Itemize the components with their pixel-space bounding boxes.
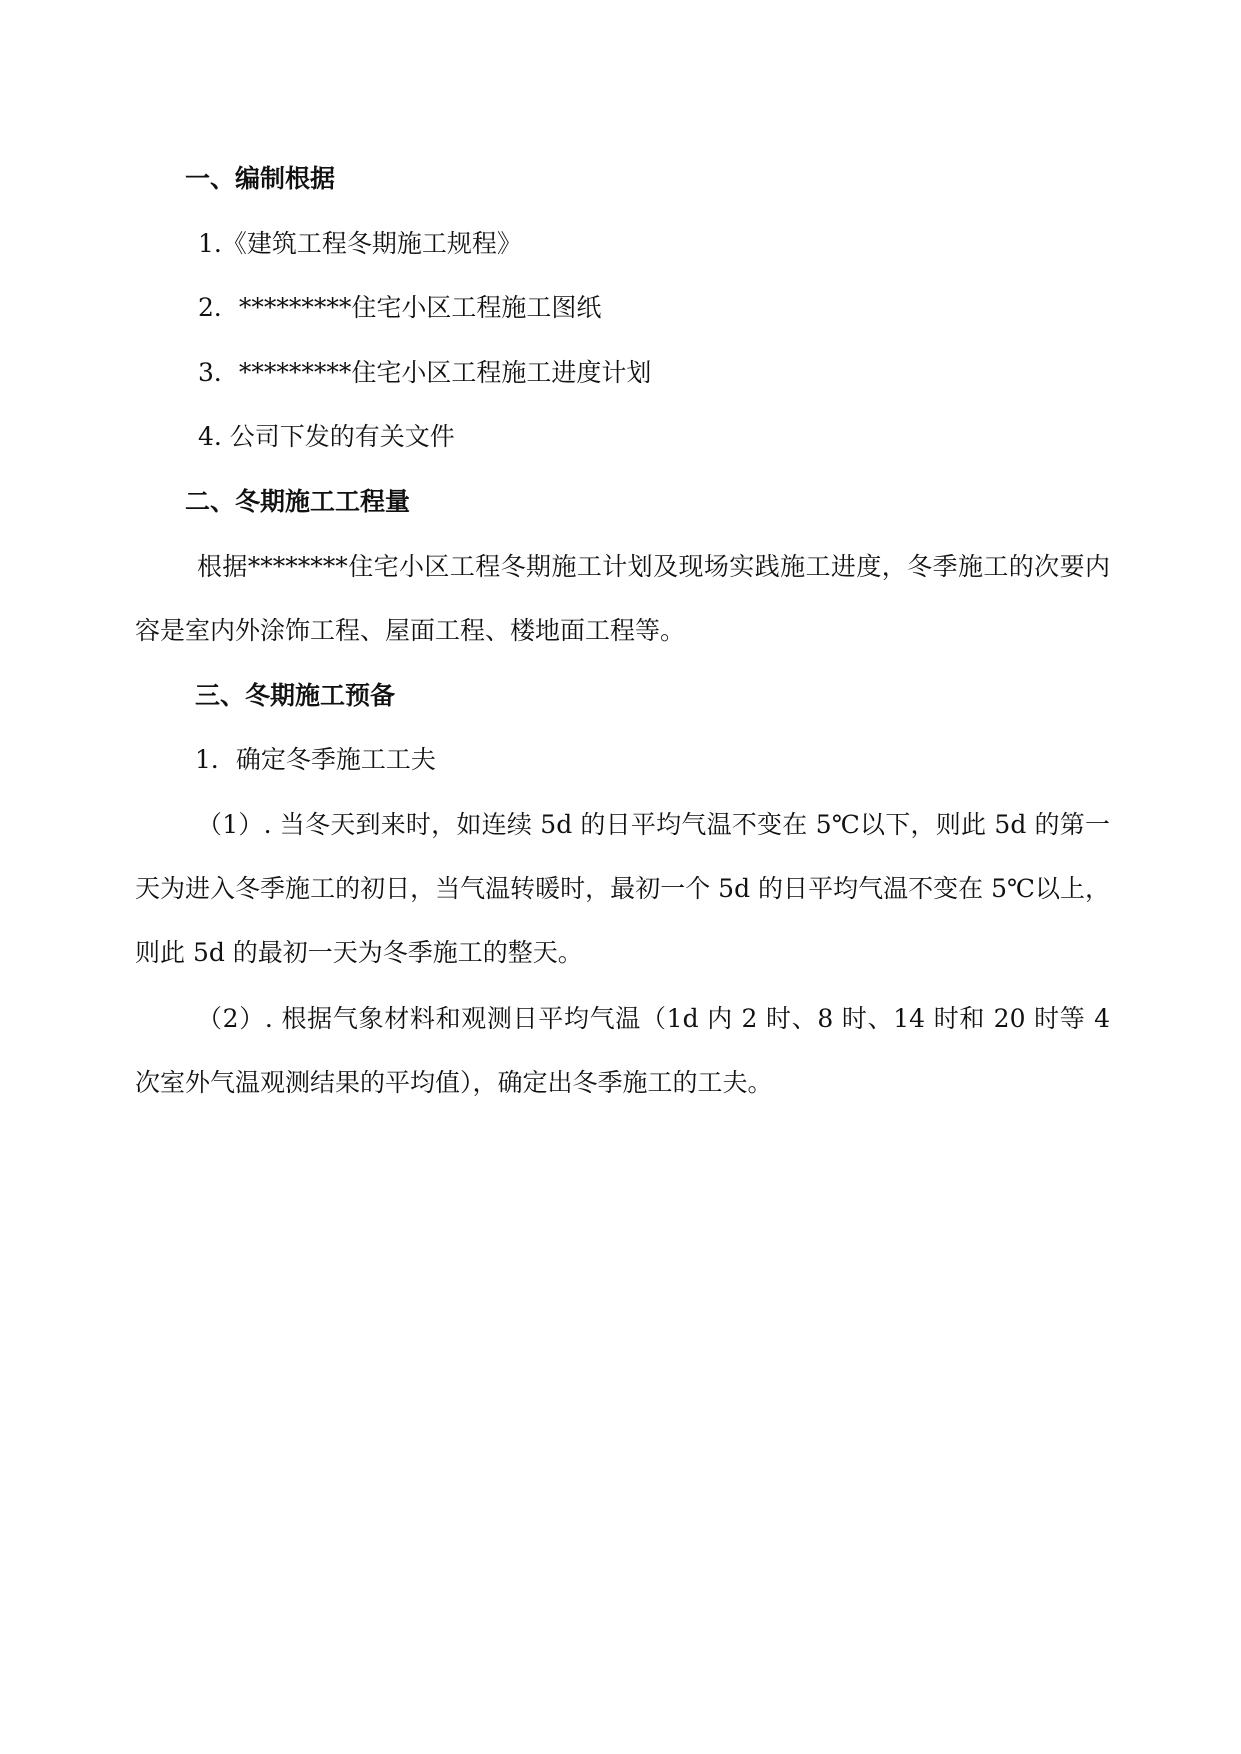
section3-subheading: 1．确定冬季施工工夫	[195, 745, 436, 774]
section1-item-3: 3．*********住宅小区工程施工进度计划	[198, 358, 652, 387]
section1-item-1: 1.《建筑工程冬期施工规程》	[198, 229, 522, 258]
section3-heading: 三、冬期施工预备	[195, 681, 396, 710]
section2-paragraph: 根据********住宅小区工程冬期施工计划及现场实践施工进度，冬季施工的次要内容是室内外涂饰工程、屋面工程、楼地面工程等。	[135, 552, 1110, 645]
section1-heading: 一、编制根据	[185, 164, 336, 193]
section3-paragraph-1: （1）. 当冬天到来时，如连续 5d 的日平均气温不变在 5℃以下，则此 5d 的第一天为进入冬季施工的初日，当气温转暖时，最初一个 5d 的日平均气温不变在 5℃以上，则此 5d 的最初一天为冬季施工的整天。	[135, 810, 1110, 967]
section2-heading: 二、冬期施工工程量	[185, 487, 411, 516]
section1-item-4: 4. 公司下发的有关文件	[198, 422, 455, 451]
section1-item-2: 2．*********住宅小区工程施工图纸	[198, 293, 602, 322]
section3-paragraph-2: （2）. 根据气象材料和观测日平均气温（1d 内 2 时、8 时、14 时和 20 时等 4 次室外气温观测结果的平均值），确定出冬季施工的工夫。	[135, 1004, 1110, 1097]
